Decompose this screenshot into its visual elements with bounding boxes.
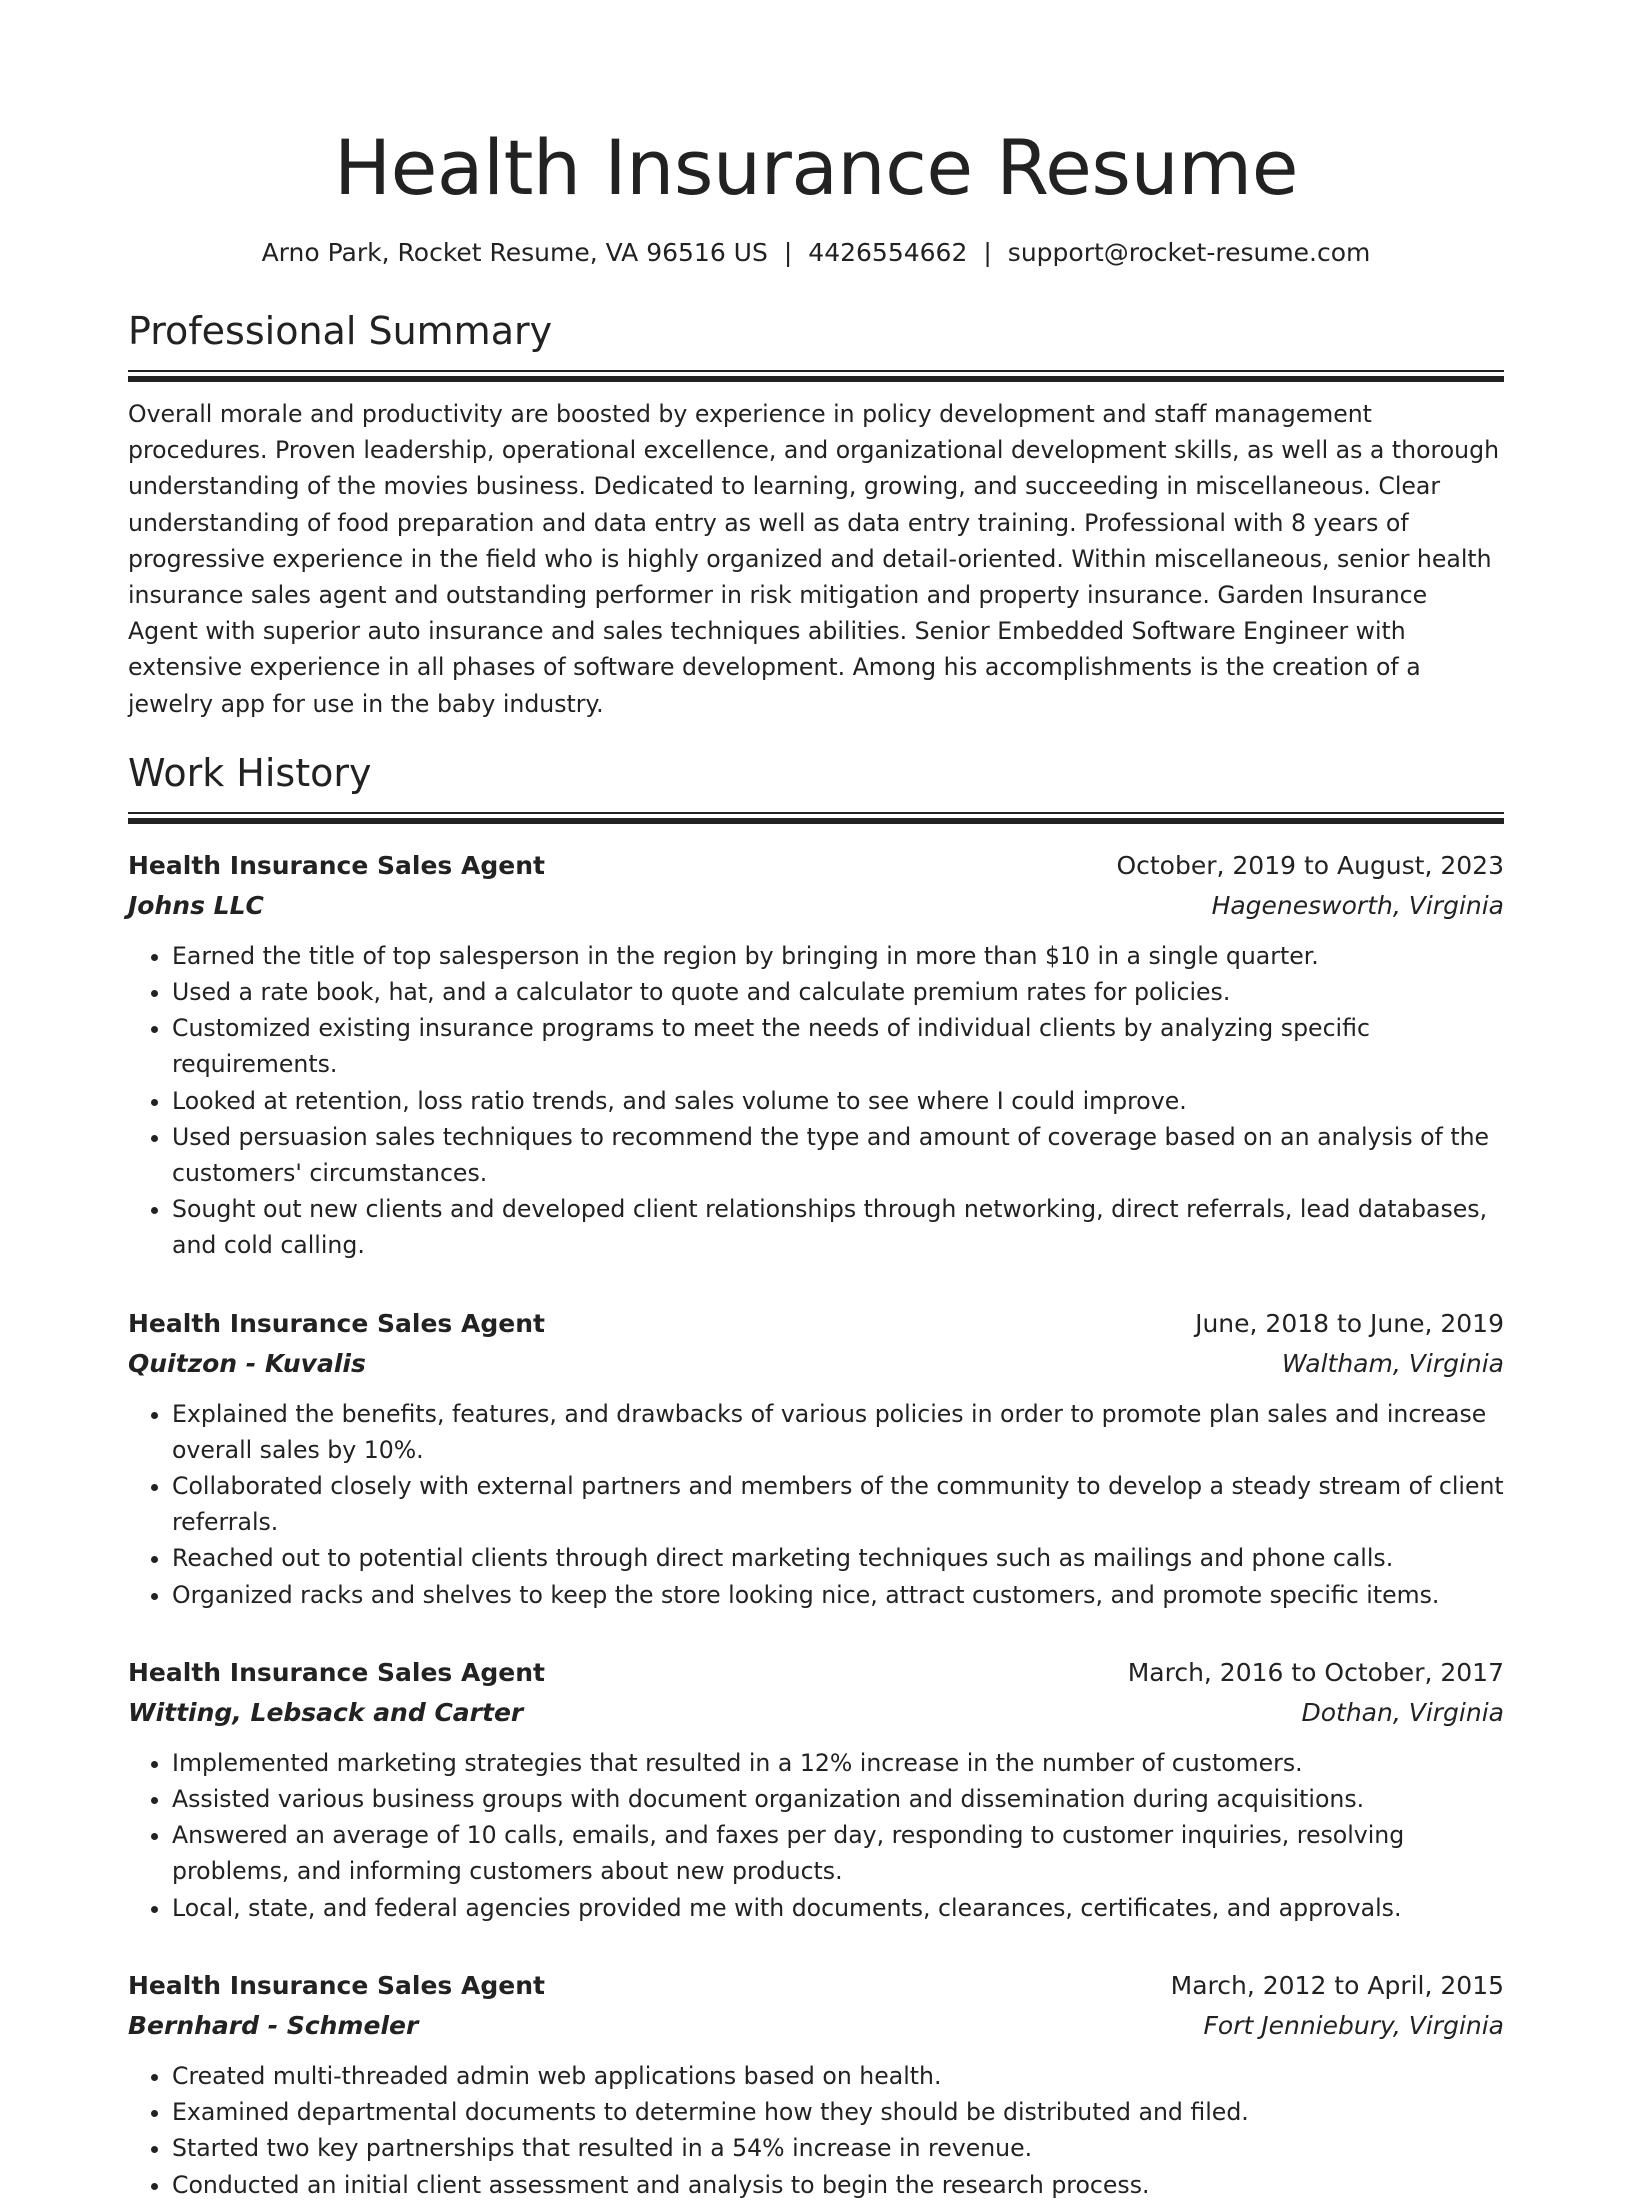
- job-title: Health Insurance Sales Agent: [128, 1657, 545, 1687]
- job-company: Quitzon - Kuvalis: [128, 1348, 366, 1378]
- contact-line: [128, 236, 1504, 270]
- job-title: Health Insurance Sales Agent: [128, 1308, 545, 1338]
- job-bullet: • Examined departmental documents to determine how they should be distributed and filed.: [172, 2094, 1504, 2130]
- section-divider: [128, 812, 1504, 824]
- contact-email: support@rocket-resume.com: [1007, 238, 1371, 267]
- contact-address: Arno Park, Rocket Resume, VA 96516 US: [261, 238, 768, 267]
- job-dates: June, 2018 to June, 2019: [1195, 1308, 1504, 1338]
- job-dates: March, 2016 to October, 2017: [1127, 1657, 1504, 1687]
- job-bullet: • Local, state, and federal agencies provided me with documents, clearances, certificates, and approvals.: [172, 1890, 1504, 1926]
- job-entry: [128, 1304, 1504, 1613]
- job-bullets: [128, 1396, 1504, 1613]
- contact-phone: 4426554662: [808, 238, 968, 267]
- job-entry: [128, 846, 1504, 1264]
- job-bullets: [128, 2058, 1504, 2203]
- job-company: Bernhard - Schmeler: [128, 2010, 419, 2040]
- work-history-heading: Work History: [128, 750, 372, 795]
- job-bullet: • Answered an average of 10 calls, emails, and faxes per day, responding to customer inquiries, resolving problems, and informing customers about new products.: [172, 1817, 1504, 1889]
- job-entry: [128, 1653, 1504, 1926]
- job-bullet: • Conducted an initial client assessment and analysis to begin the research process.: [172, 2167, 1504, 2203]
- job-title: Health Insurance Sales Agent: [128, 850, 545, 880]
- job-company: Witting, Lebsack and Carter: [128, 1697, 524, 1727]
- job-company: Johns LLC: [128, 890, 264, 920]
- job-bullet: • Created multi-threaded admin web applications based on health.: [172, 2058, 1504, 2094]
- job-bullet: • Explained the benefits, features, and drawbacks of various policies in order to promote plan sales and increase overall sales by 10%.: [172, 1396, 1504, 1468]
- job-bullet: • Implemented marketing strategies that resulted in a 12% increase in the number of customers.: [172, 1745, 1504, 1781]
- job-title: Health Insurance Sales Agent: [128, 1970, 545, 2000]
- resume-page: [128, 0, 1504, 2203]
- job-bullet: • Assisted various business groups with document organization and dissemination during acquisitions.: [172, 1781, 1504, 1817]
- work-history-section: [128, 748, 1504, 2203]
- job-location: Waltham, Virginia: [1281, 1348, 1504, 1378]
- summary-section: [128, 306, 1504, 722]
- job-bullet: • Earned the title of top salesperson in the region by bringing in more than $10 in a single quarter.: [172, 938, 1504, 974]
- job-bullet: • Looked at retention, loss ratio trends, and sales volume to see where I could improve.: [172, 1083, 1504, 1119]
- job-bullets: [128, 1745, 1504, 1926]
- summary-heading: Professional Summary: [128, 309, 553, 353]
- resume-title: Health Insurance Resume: [334, 123, 1298, 212]
- job-entry: [128, 1966, 1504, 2203]
- job-bullet: • Sought out new clients and developed client relationships through networking, direct referrals, lead databases, and cold calling.: [172, 1191, 1504, 1263]
- job-bullet: • Started two key partnerships that resulted in a 54% increase in revenue.: [172, 2130, 1504, 2166]
- job-bullet: • Customized existing insurance programs to meet the needs of individual clients by analyzing specific requirements.: [172, 1010, 1504, 1082]
- contact-separator: |: [783, 238, 793, 267]
- job-bullet: • Used a rate book, hat, and a calculator to quote and calculate premium rates for policies.: [172, 974, 1504, 1010]
- job-location: Hagenesworth, Virginia: [1211, 890, 1504, 920]
- job-location: Fort Jenniebury, Virginia: [1203, 2010, 1504, 2040]
- job-dates: October, 2019 to August, 2023: [1116, 850, 1504, 880]
- job-bullet: • Used persuasion sales techniques to recommend the type and amount of coverage based on an analysis of the customers' circumstances.: [172, 1119, 1504, 1191]
- job-bullet: • Collaborated closely with external partners and members of the community to develop a steady stream of client referrals.: [172, 1468, 1504, 1540]
- job-bullets: [128, 938, 1504, 1264]
- job-location: Dothan, Virginia: [1301, 1697, 1504, 1727]
- job-dates: March, 2012 to April, 2015: [1170, 1970, 1504, 2000]
- section-divider: [128, 370, 1504, 382]
- job-bullet: • Organized racks and shelves to keep the store looking nice, attract customers, and promote specific items.: [172, 1577, 1504, 1613]
- summary-text: Overall morale and productivity are boosted by experience in policy development and staff management procedures. Proven leadership, operational excellence, and organizational development skills, as well as a thorough understanding of the movies business. Dedicated to learning, growing, and succeeding in miscellaneous. Clear understanding of food preparation and data entry as well as data entry training. Professional with 8 years of progressive experience in the field who is highly organized and detail-oriented. Within miscellaneous, senior health insurance sales agent and outstanding performer in risk mitigation and property insurance. Garden Insurance Agent with superior auto insurance and sales techniques abilities. Senior Embedded Software Engineer with extensive experience in all phases of software development. Among his accomplishments is the creation of a jewelry app for use in the baby industry.: [128, 400, 1500, 718]
- contact-separator: |: [983, 238, 992, 267]
- job-bullet: • Reached out to potential clients through direct marketing techniques such as mailings and phone calls.: [172, 1540, 1504, 1576]
